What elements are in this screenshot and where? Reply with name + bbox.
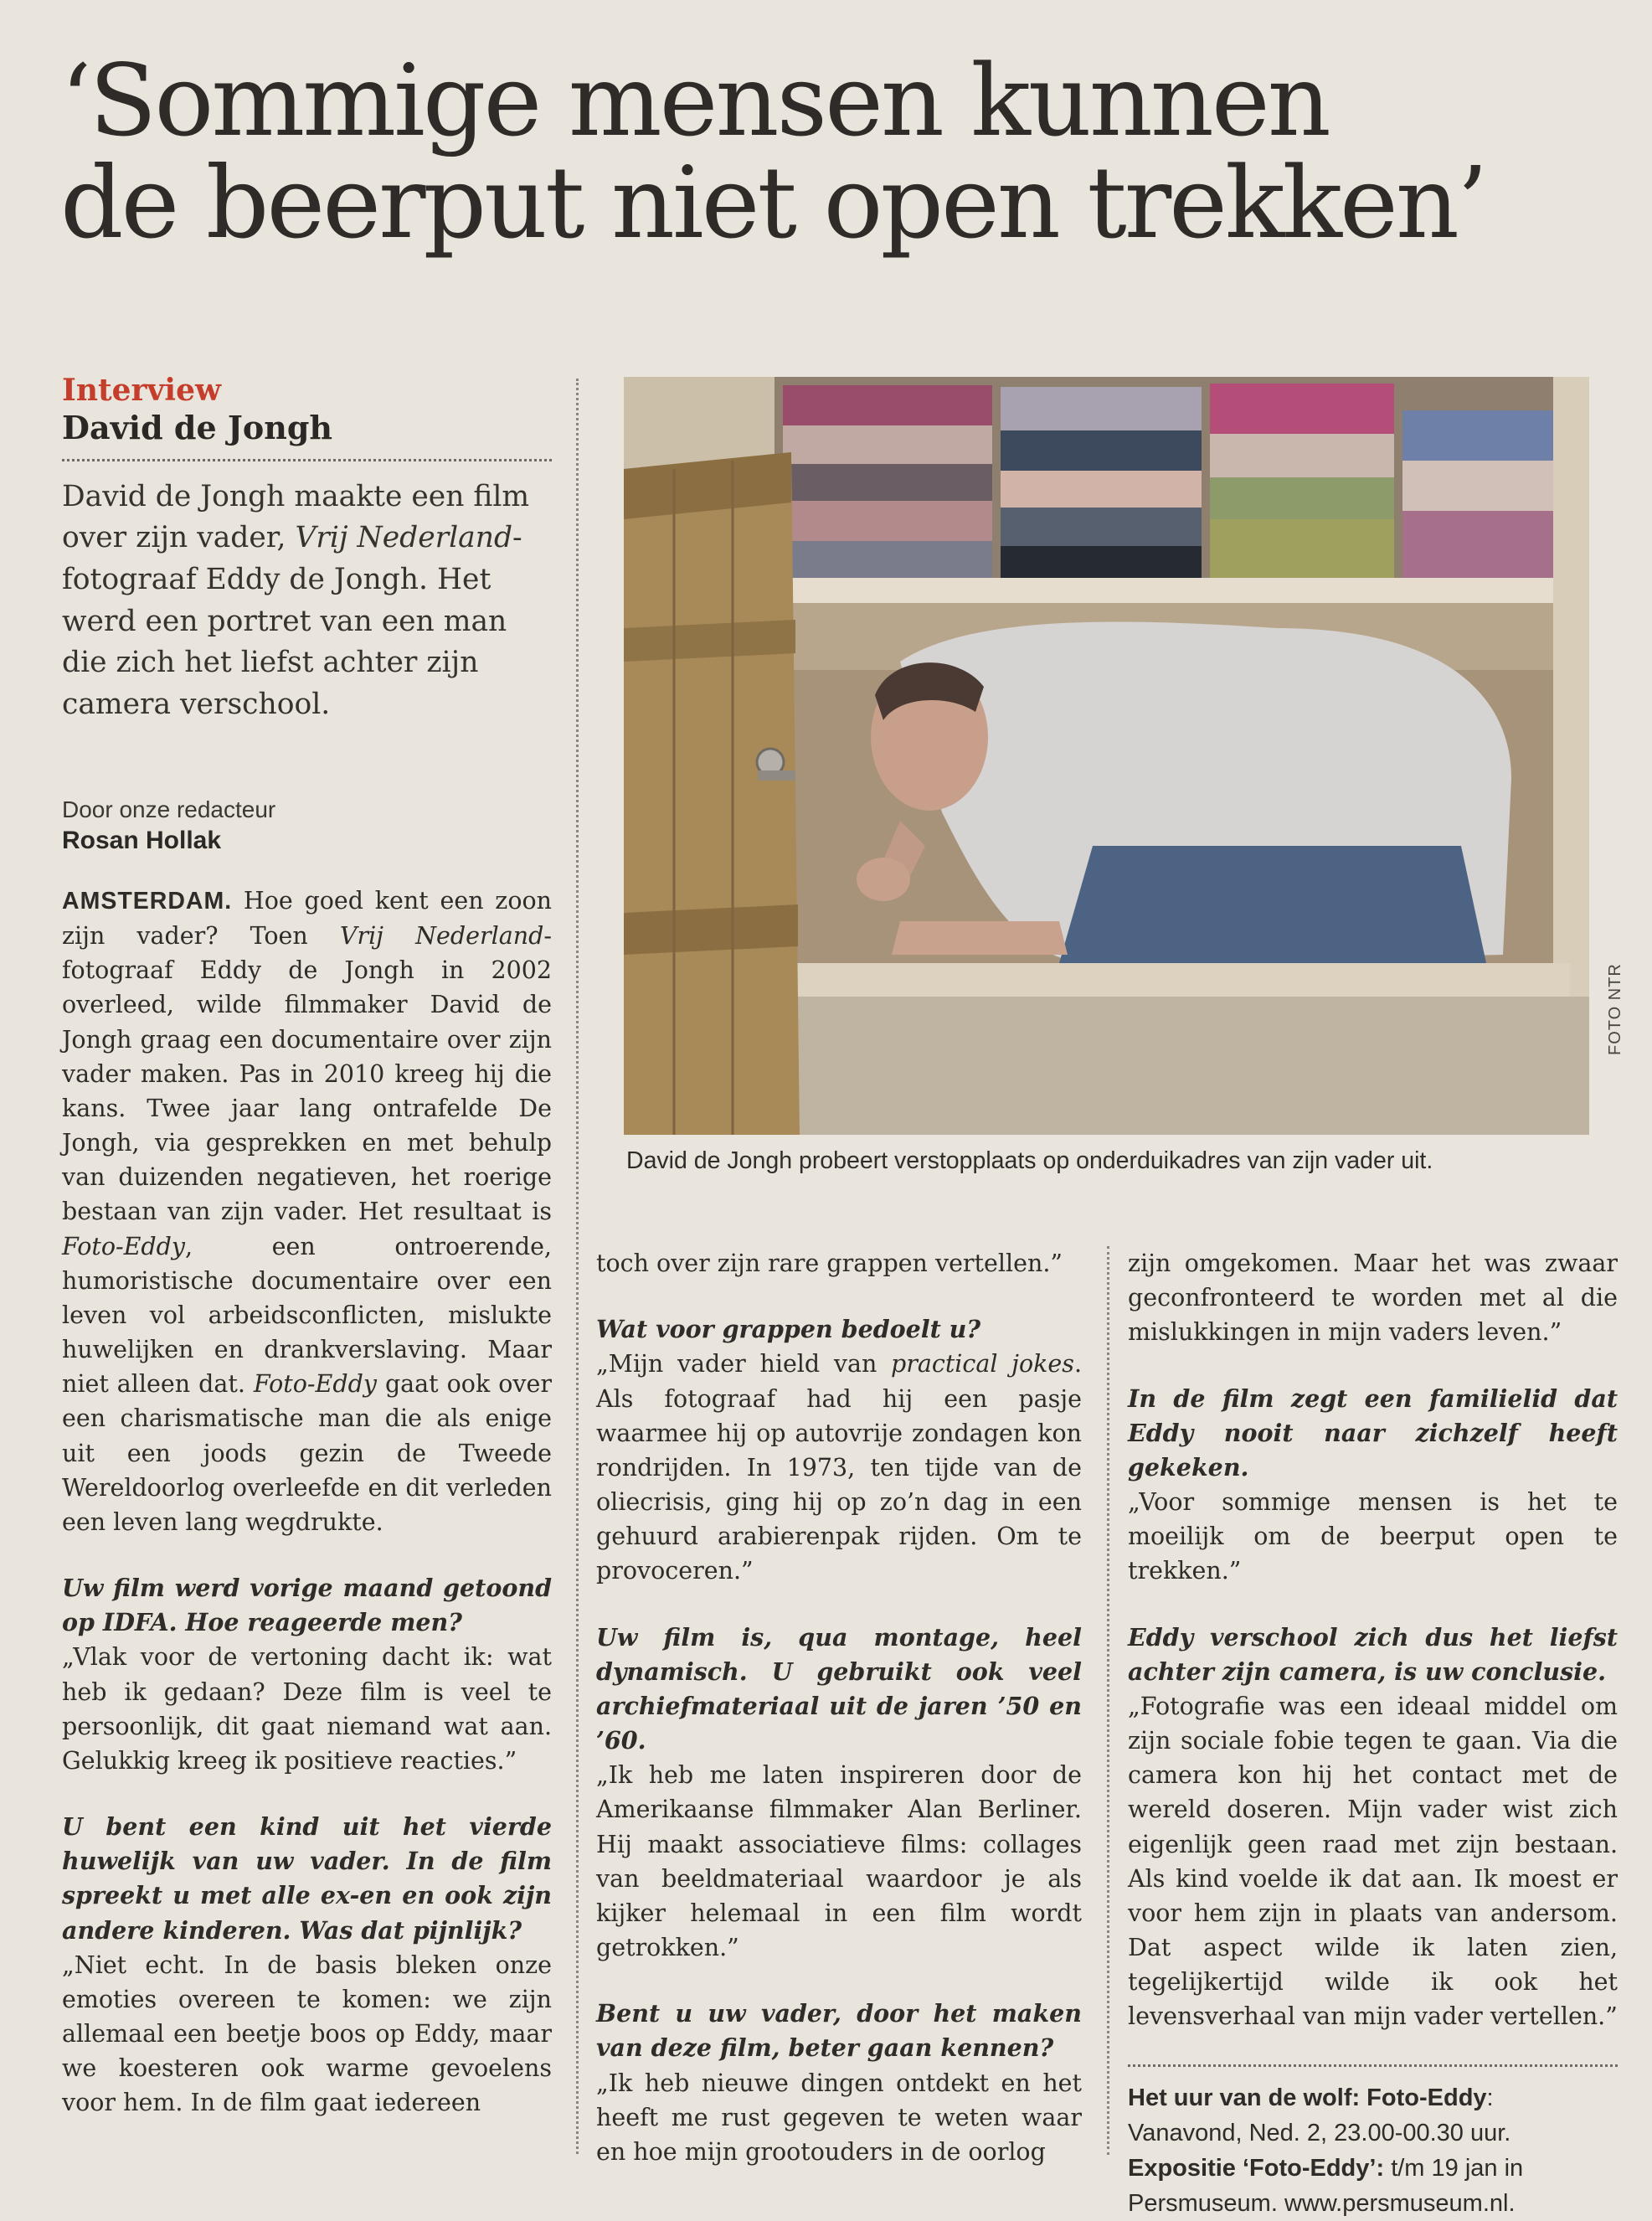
intro-text-g: gaat ook over een charismatische man die als enige uit een joods gezin de Tweede Wereldoorlog overleefde en dit verleden een leven lang wegdrukte. xyxy=(62,1370,552,1536)
interview-subject: David de Jongh xyxy=(62,409,333,447)
column-2-continuation: toch over zijn rare grappen vertellen.” xyxy=(596,1250,1063,1277)
info-divider xyxy=(1128,2064,1618,2067)
column-3-continuation: zijn omgekomen. Maar het was zwaar geconfronteerd te worden met al die mislukkingen in mijn vaders leven.” xyxy=(1128,1250,1618,1347)
expo-title: Expositie ‘Foto-Eddy’ xyxy=(1128,2154,1377,2182)
intro-paragraph xyxy=(62,884,552,1539)
show-info xyxy=(1128,2080,1618,2151)
answer-3 xyxy=(596,1347,1082,1588)
column-2 xyxy=(596,1246,1082,2169)
question-6: In de film zegt een familielid dat Eddy nooit naar zichzelf heeft gekeken. xyxy=(1128,1384,1618,1482)
lede-italic: Vrij Nederland xyxy=(295,521,513,555)
answer-4: „Ik heb me laten inspireren door de Amerikaanse filmmaker Alan Berliner. Hij maakt associatieve films: collages van beeldmateriaal waardoor je als kijker helemaal in een film wordt getrokken.” xyxy=(596,1761,1082,1962)
expo-details: t/m 19 jan in Persmuseum. www.persmuseum.nl. xyxy=(1128,2154,1524,2217)
intro-italic-f: Foto-Eddy xyxy=(253,1370,377,1399)
section-kicker: Interview xyxy=(62,373,222,408)
column-3 xyxy=(1128,1246,1618,2221)
column-rule-2 xyxy=(1107,1246,1109,2155)
show-colon: : xyxy=(1486,2084,1494,2111)
intro-text-a: Hoe goed kent een zoon zijn vader? Toen xyxy=(62,886,552,950)
question-5: Bent u uw vader, door het maken van deze film, beter gaan kennen? xyxy=(596,1999,1082,2063)
bleed-through-header xyxy=(0,0,1652,33)
answer-3-italic: practical jokes xyxy=(891,1350,1074,1378)
body-column-1 xyxy=(62,884,552,2121)
answer-7: „Fotografie was een ideaal middel om zijn sociale fobie tegen te gaan. Via die camera kon hij het contact met de wereld doseren. Mijn vader wist zich eigenlijk geen raad met zijn bestaan. Als kind voelde ik dat aan. Ik moest er voor hem zijn in plaats van andersom. Dat aspect wilde ik laten zien, tegelijkertijd wilde ik ook het levensverhaal van mijn vader vertellen.” xyxy=(1128,1692,1618,2031)
intro-text-e: , een ontroerende, humoristische documentaire over een leven vol arbeidsconflicten, mislukte huwelijken en drankverslaving. Maar niet alleen dat. xyxy=(62,1232,552,1399)
intro-text-c: -fotograaf Eddy de Jongh in 2002 overleed, wilde filmmaker David de Jongh graag een documentaire over zijn vader maken. Pas in 2010 kreeg hij die kans. Twee jaar lang ontrafelde De Jongh, via gesprekken en met behulp van duizenden negatieven, het roerige bestaan van zijn vader. Het resultaat is xyxy=(62,921,552,1226)
question-7: Eddy verschool zich dus het liefst achter zijn camera, is uw conclusie. xyxy=(1128,1622,1618,1686)
headline xyxy=(60,43,1618,260)
intro-italic-b: Vrij Nederland xyxy=(339,921,544,950)
body-column-3 xyxy=(1128,1246,1618,2034)
lede-text-2: -fotograaf Eddy de Jongh. Het werd een portret van een man die zich het liefst achter zijn camera verschool. xyxy=(62,521,522,722)
answer-3-text-c: . Als fotograaf had hij een pasje waarmee hij op autovrije zondagen kon rondrijden. In 1973, ten tijde van de oliecrisis, ging hij op zo’n dag in een gehuurd arabierenpak rijden. Om te provoceren.” xyxy=(596,1350,1082,1585)
answer-5: „Ik heb nieuwe dingen ontdekt en het heeft me rust gegeven te weten waar en hoe mijn grootouders in de oorlog xyxy=(596,2069,1082,2166)
answer-1: „Vlak voor de vertoning dacht ik: wat heb ik gedaan? Deze film is veel te persoonlijk, dit gaat niemand wat aan. Gelukkig kreeg ik positieve reacties.” xyxy=(62,1643,552,1775)
dotted-divider xyxy=(62,459,552,461)
byline-label: Door onze redacteur xyxy=(62,796,276,822)
question-1: Uw film werd vorige maand getoond op IDFA. Hoe reageerde men? xyxy=(62,1574,552,1637)
answer-2: „Niet echt. In de basis bleken onze emoties overeen te komen: we zijn allemaal een beetje boos op Eddy, maar we koesteren ook warme gevoelens voor hem. In de film gaat iedereen xyxy=(62,1950,552,2117)
headline-line-2: de beerput niet open trekken’ xyxy=(60,144,1486,260)
question-3: Wat voor grappen bedoelt u? xyxy=(596,1315,981,1344)
article-photo xyxy=(624,377,1589,1135)
question-4: Uw film is, qua montage, heel dynamisch. U gebruikt ook veel archiefmateriaal uit de jaren ’50 en ’60. xyxy=(596,1622,1082,1755)
photo-caption: David de Jongh probeert verstopplaats op onderduikadres van zijn vader uit. xyxy=(626,1147,1433,1174)
answer-3-text-a: „Mijn vader hield van xyxy=(596,1350,892,1378)
expo-colon: : xyxy=(1376,2154,1385,2182)
column-rule-1 xyxy=(576,379,579,2154)
show-title: Het uur van de wolf: Foto-Eddy xyxy=(1128,2084,1487,2111)
byline-name: Rosan Hollak xyxy=(62,826,222,854)
broadcast-info xyxy=(1128,2080,1618,2221)
lede xyxy=(62,477,552,726)
question-2: U bent een kind uit het vierde huwelijk van uw vader. In de film spreekt u met alle ex-en en ook zijn andere kinderen. Was dat pijnlijk? xyxy=(62,1812,552,1945)
expo-info xyxy=(1128,2151,1618,2221)
show-details: Vanavond, Ned. 2, 23.00-00.30 uur. xyxy=(1128,2119,1511,2146)
headline-line-1: ‘Sommige mensen kunnen xyxy=(60,43,1329,158)
lede-text-1: David de Jongh maakte een film over zijn vader, xyxy=(62,479,530,555)
intro-italic-d: Foto-Eddy xyxy=(62,1232,186,1260)
column-1 xyxy=(62,373,552,2121)
answer-6: „Voor sommige mensen is het te moeilijk om de beerput open te trekken.” xyxy=(1128,1488,1618,1585)
dateline: AMSTERDAM. xyxy=(62,887,233,915)
wardrobe-photo-illustration xyxy=(624,377,1589,1135)
photo-credit: FOTO NTR xyxy=(1606,963,1624,1055)
